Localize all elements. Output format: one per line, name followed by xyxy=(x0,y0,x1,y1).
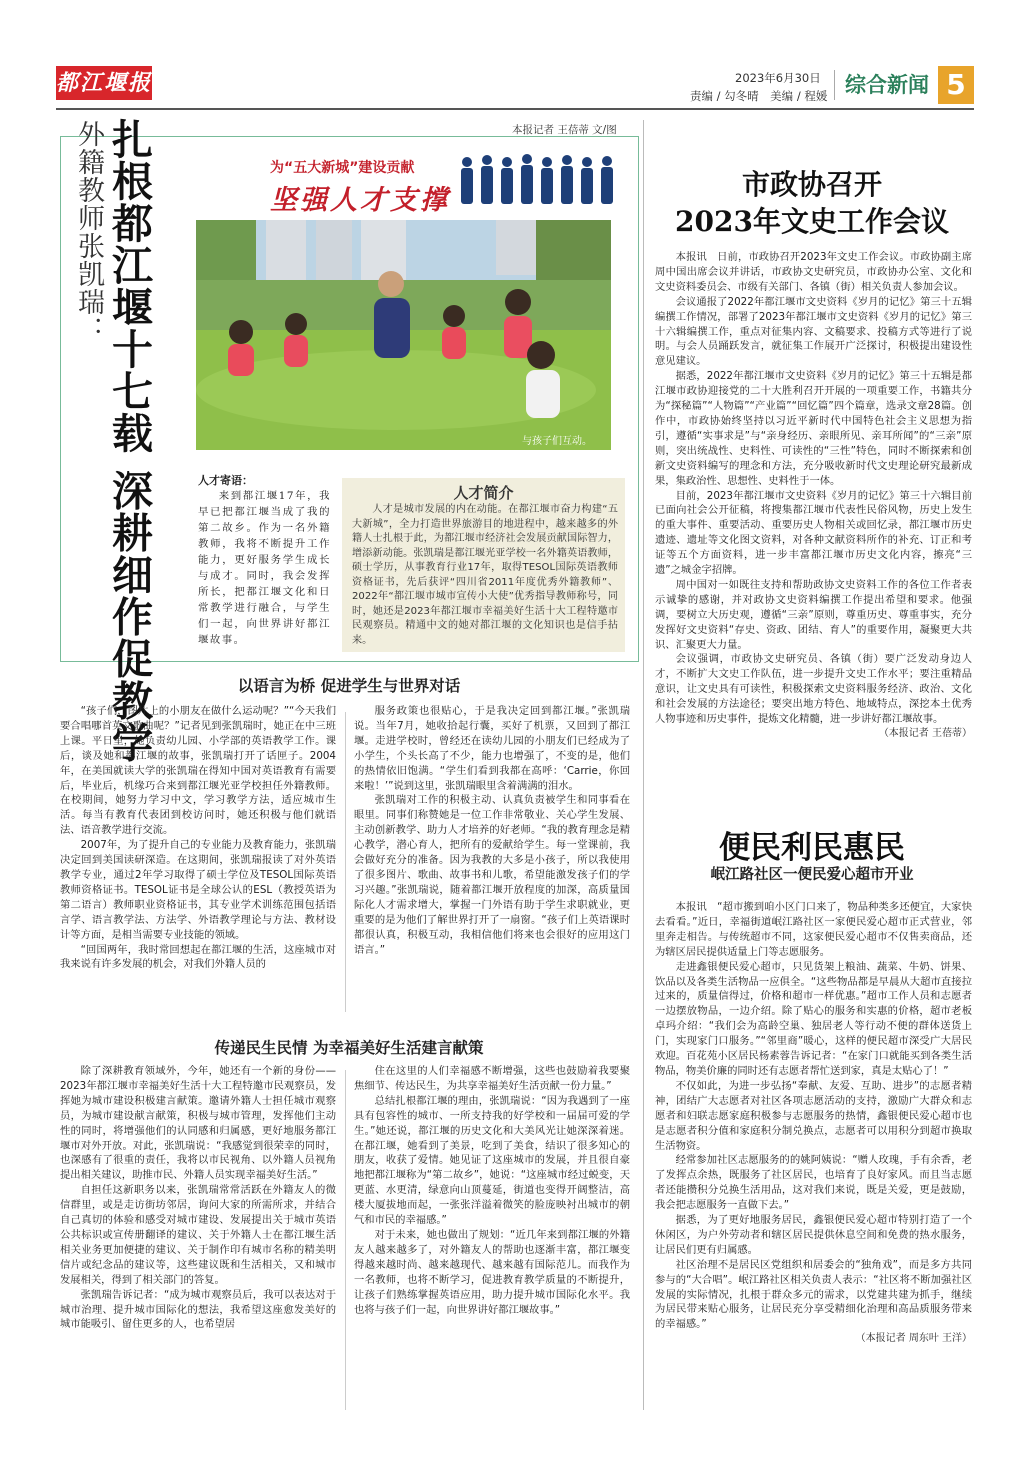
paragraph: 住在这里的人们幸福感不断增强，这些也鼓励着我要聚焦细节、传达民生，为共享幸福美好生活贡献一份力量。” xyxy=(354,1065,630,1092)
paragraph: 服务政策也很贴心，于是我决定回到都江堰。”张凯瑞说。当年7月，她收拾起行囊，买好了机票，又回到了都江堰。走进学校时，曾经还在读幼儿园的小朋友们已经成为了小学生，个头长高了不少，能力也增强了，不变的是，他们的热情依旧饱满。“学生们看到我都在高呼：‘Carrie，你回来啦！’”说到这里，张凯瑞眼里含着满满的泪水。 xyxy=(354,705,630,792)
paragraph: 走进鑫银便民爱心超市，只见货架上粮油、蔬菜、牛奶、饼果、饮品以及各类生活物品一应俱全。“这些物品都是早晨从大超市直接拉过来的，质量信得过，价格和超市一样优惠。”超市工作人员和志愿者一边摆放物品，一边介绍。除了贴心的服务和实惠的价格，超市老板卓玛介绍：“我们会为高龄空巢、独居老人等行动不便的群体送货上门，实现家门口服务。”“邻里商”暖心，这样的便民超市深受广大居民欢迎。百花苑小区居民杨素蓉告诉记者：“在家门口就能买到各类生活物品，物美价廉的同时还有志愿者帮忙送到家，真是太贴心了！” xyxy=(655,960,972,1077)
page-number: 5 xyxy=(938,66,974,104)
column-divider xyxy=(345,1070,346,1410)
section-2-column-1 xyxy=(60,1064,336,1332)
crowd-silhouette-graphic xyxy=(455,152,625,208)
photo-caption: 与孩子们互动。 xyxy=(522,436,592,447)
paragraph: “孩子们，图片上的小朋友在做什么运动呢？”“今天我们要合唱哪首英文歌曲呢？”记者见到张凯瑞时，她正在中三班上课。平日里，她负责幼儿园、小学部的英语教学工作。课后，谈及她和都江堰的故事，张凯瑞打开了话匣子。2004年，在美国就读大学的张凯瑞在得知中国对英语教育有需要后，毕业后，机缘巧合来到都江堰光亚学校担任外籍教师。在校期间，她努力学习中文，学习教学方法，适应城市生活。每当有教育代表团到校访问时，她还积极与他们就语法、语音教学进行交流。 xyxy=(60,705,336,837)
paragraph: 目前，2023年都江堰市文史资料《岁月的记忆》第三十六辑目前已面向社会公开征稿，将搜集都江堰市代表性民俗风物，历史上发生的重大事件、重要活动、重要历史人物相关或回忆录，都江堰市历史遗迹、遗址等文化图文资料，对各种文献资料所作的补充、订正和考证等五个方面资料，进一步丰富都江堰市历史文化内容，擦亮“三遗”之城金字招牌。 xyxy=(655,489,972,577)
section-name: 综合新闻 xyxy=(845,73,929,97)
paragraph: 周中国对一如既往支持和帮助政协文史资料工作的各位工作者表示诚挚的感谢，并对政协文史资料编撰工作提出希望和要求。他强调，要树立大历史观，遵循“三亲”原则，尊重历史、尊重事实，充分发挥好文史资料“存史、资政、团结、育人”的重要作用，凝聚更大共识、汇聚更大力量。 xyxy=(655,578,972,651)
header-rule xyxy=(56,108,974,110)
article-2-subtitle: 岷江路社区一便民爱心超市开业 xyxy=(710,867,914,883)
section-heading-1: 以语言为桥 促进学生与世界对话 xyxy=(237,677,461,695)
paragraph: 张凯瑞对工作的积极主动、认真负责被学生和同事看在眼里。同事们称赞她是一位工作非常敬业、关心学生发展、主动创新教学、助力人才培养的好老师。“我的教育理念是精心教学，潜心育人，把所有的爱献给学生。每一堂课前，我会做好充分的准备。因为我教的大多是小孩子，所以我使用了很多图片、歌曲、故事书和儿歌，希望能激发孩子们的学习兴趣。”张凯瑞说，随着都江堰开放程度的加深，高质量国际化人才需求增大，掌握一门外语有助于学生求职就业，更重要的是为他们了解世界打开了一扇窗。“孩子们上英语课时都很认真，积极互动，我相信他们将来也会很好的应用这门语言。” xyxy=(354,794,630,956)
paragraph: 不仅如此，为进一步弘扬“奉献、友爱、互助、进步”的志愿者精神，团结广大志愿者对社区各项志愿活动的支持，激励广大群众和志愿者和妇联志愿家庭积极参与志愿服务的热情，鑫银便民爱心超市也是志愿者积分值和家庭积分制兑换点，志愿者可以用积分到超市换取生活物资。 xyxy=(655,1079,972,1152)
talent-message-title: 人才寄语： xyxy=(198,474,253,487)
feature-headline: 扎根都江堰十七载 深耕细作促教学 xyxy=(105,118,153,764)
banner-title: 坚强人才支撑 xyxy=(270,185,450,216)
talent-message-text: 来到都江堰17年，我早已把都江堰当成了我的第二故乡。作为一名外籍教师，我将不断提升工作能力，更好服务学生成长与成才。同时，我会发挥所长，把都江堰文化和日常教学进行融合，与学生们一起，向世界讲好都江堰故事。 xyxy=(198,490,331,646)
header-divider xyxy=(834,70,835,100)
article-1-body xyxy=(655,250,972,742)
paragraph: 除了深耕教育领域外，今年，她还有一个新的身份——2023年都江堰市幸福美好生活十大工程特邀市民观察员，发挥她为城市建设积极建言献策。邀请外籍人士担任城市观察员，为城市建设献言献策，积极与城市管理，发挥他们主动性的同时，将增强他们的认同感和归属感，更好地服务都江堰市对外开放。对此，张凯瑞说：“我感觉到很荣幸的同时，也深感有了很重的责任，我将以市民视角、以外籍人员视角提出相关建议，助推市民、外籍人员实现幸福美好生活。” xyxy=(60,1065,336,1182)
paragraph: 张凯瑞告诉记者：“成为城市观察员后，我可以表达对于城市治理、提升城市国际化的想法，我希望这座愈发美好的城市能吸引、留住更多的人，也希望居 xyxy=(60,1288,336,1331)
paragraph: 本报讯 “超市搬到咱小区门口来了，物品种类多还便宜，大家快去看看。”近日，幸福街道岷江路社区一家便民爱心超市正式营业，邻里奔走相告。与传统超市不同，这家便民爱心超市不仅售卖商品，还为辖区居民提供适量上门等志愿服务。 xyxy=(655,901,972,958)
section-1-column-2 xyxy=(354,704,630,957)
section-2-column-2 xyxy=(354,1064,630,1317)
paragraph: 自担任这新职务以来，张凯瑞常常活跃在外籍友人的微信群里，或是走访街坊邻居，询问大家的所需所求，并结合自己真切的体验和感受对城市建设、发展提出关于城市英语公共标识或宣传册翻译的建议、关于外籍人士在都江堰生活相关业务更加便捷的建议、关于制作印有城市名称的精美明信片或纪念品的建议等，这些建议既和生活相关，又和城市发展相关，得到了相关部门的答复。 xyxy=(60,1184,336,1286)
paragraph: 社区治理不是居民区党组织和居委会的“独角戏”，而是多方共同参与的“大合唱”。岷江路社区相关负责人表示：“社区将不断加强社区发展的实际情况，扎根于群众多元的需求，以党建共建为抓手，继续为居民带来贴心服务，让居民充分享受精细化治理和高品质服务带来的幸福感。” xyxy=(655,1258,972,1331)
paragraph: 会议强调，市政协文史研究员、各镇（街）要广泛发动身边人才，不断扩大文史工作队伍，进一步提升文史工作水平；要注重精品意识，让文史具有可读性，积极探索文史资料服务经济、政治、文化和社会发展的方法途径；要突出地方特色、地域特点，深挖本土优秀人物事迹和历史事件，提炼文化精髓，进一步讲好都江堰故事。 xyxy=(655,653,972,726)
paragraph: 对于未来，她也做出了规划：“近几年来到都江堰的外籍友人越来越多了，对外籍友人的帮助也逐渐丰富，都江堰变得越来越时尚、越来越现代、越来越有国际范儿。而我作为一名教师，也将不断学习，促进教育教学质量的不断提升，让孩子们熟练掌握英语应用，助力提升城市国际化水平。我也将与孩子们一起，向世界讲好都江堰故事。” xyxy=(354,1228,630,1316)
column-divider xyxy=(345,712,346,1012)
talent-intro-text: 人才是城市发展的内在动能。在都江堰市奋力构建“五大新城”，全力打造世界旅游目的地进程中，越来越多的外籍人士扎根于此，为都江堰市经济社会发展贡献国际智力，增添新动能。张凯瑞是都江堰光亚学校一名外籍英语教师，硕士学历，从事教育行业17年，取得TESOL国际英语教师资格证书，先后获评“四川省2011年度优秀外籍教师”、2022年“都江堰市城市宣传小大使”优秀指导教师称号，同时，她还是2023年都江堰市幸福美好生活十大工程特邀市民观察员。精通中文的她对都江堰的文化知识也是信手拈来。 xyxy=(352,504,618,646)
paragraph: 据悉，为了更好地服务居民，鑫银便民爱心超市特别打造了一个休闲区，为户外劳动者和辖区居民提供休息空间和免费的热水服务，让居民们更有归属感。 xyxy=(655,1214,972,1256)
issue-date: 2023年6月30日 xyxy=(735,71,821,85)
paragraph: 总结扎根都江堰的理由，张凯瑞说：“因为我遇到了一座具有包容性的城市、一所支持我的好学校和一届届可爱的学生。”她还说，都江堰的历史文化和大美风光让她深深着迷。在都江堰，她看到了美景，吃到了美食，结识了很多知心的朋友，收获了爱情。她见证了这座城市的发展，并且很自豪地把都江堰称为“第二故乡”，她说：“这座城市经过蜕变，天更蓝、水更清，绿意向山顶蔓延，街道也变得开阔整洁，高楼大厦拔地而起，一张张洋溢着微笑的脸庞映衬出城市的朝气和市民的幸福感。” xyxy=(354,1094,630,1227)
paragraph: “回国两年，我时常回想起在都江堰的生活，这座城市对我来说有许多发展的机会，对我们外籍人员的 xyxy=(60,943,336,971)
section-heading-2: 传递民生民情 为幸福美好生活建言献策 xyxy=(214,1039,484,1057)
paragraph: 经常参加社区志愿服务的的姚阿姨说：“赠人玫瑰，手有余香，老了发挥点余热，既服务了社区居民，也培育了良好家风。而且当志愿者还能攒积分兑换生活用品，这对我们来说，既是关爱，更是鼓励，我会把志愿服务一直做下去。” xyxy=(655,1154,972,1212)
newspaper-logo: 都江堰报 xyxy=(56,66,152,100)
paragraph: 据悉，2022年都江堰市文史资料《岁月的记忆》第三十五辑是都江堰市政协迎接党的二十大胜利召开开展的一项重要工作，书籍共分为“探秘篇”“人物篇”“产业篇”“回忆篇”四个篇章，选录文章28篇。创作中，市政协始终坚持以习近平新时代中国特色社会主义思想为指引，遵循“实事求是”与“亲身经历、亲眼所见、亲耳所闻”的“三亲”原则，突出统战性、史料性、可读性的“三性”特色，同时不断探索和创新文史资料编写的理念和方法，充分吸收新时代文史理论研究最新成果，集政治性、思想性、史料性于一体。 xyxy=(655,370,972,487)
article-2-title: 便民利民惠民 xyxy=(719,830,905,866)
banner-slogan: 为“五大新城”建设贡献 xyxy=(270,160,415,176)
page-column-divider xyxy=(643,120,644,1410)
editor-credits: 责编 / 勾冬晴 美编 / 程媛 xyxy=(690,89,828,103)
talent-intro-title: 人才简介 xyxy=(453,484,514,502)
article-1-title-line-1: 市政协召开 xyxy=(741,168,882,201)
article-2-signature: （本报记者 周东叶 王洋） xyxy=(855,1333,972,1345)
feature-kicker: 外籍教师张凯瑞： xyxy=(73,120,104,344)
paragraph: 会议通报了2022年都江堰市文史资料《岁月的记忆》第三十五辑编撰工作情况，部署了2023年都江堰市文史资料《岁月的记忆》第三十六辑编撰工作，重点对征集内容、文稿要求、投稿方式等进行了说明。与会人员踊跃发言，就征集工作展开广泛探讨，积极提出建设性意见建议。 xyxy=(655,295,972,368)
section-1-column-1 xyxy=(60,704,336,972)
feature-photo xyxy=(196,220,611,450)
article-2-body xyxy=(655,900,972,1347)
paragraph: 本报讯 日前，市政协召开2023年文史工作会议。市政协副主席周中国出席会议并讲话，市政协文史研究员，市政协办公室、文化和文史资料委员会、市级有关部门、各镇（街）相关负责人参加会议。 xyxy=(655,251,972,293)
paragraph: 2007年，为了提升自己的专业能力及教育能力，张凯瑞决定回到美国读研深造。在这期间，张凯瑞报读了对外英语教学专业，通过2年学习取得了硕士学位及TESOL国际英语教师资格证书。TESOL证书是全球公认的ESL（教授英语为第二语言）教师职业资格证书，其专业学术训练范围包括语言学、语言教学法、方法学、外语教学理论与方法、教材设计等方面，是相当需要专业技能的领域。 xyxy=(60,839,336,941)
article-1-title-line-2: 2023年文史工作会议 xyxy=(675,205,949,238)
left-byline: 本报记者 王蓓蒂 文/图 xyxy=(512,124,617,136)
article-1-signature: （本报记者 王蓓蒂） xyxy=(878,728,972,739)
